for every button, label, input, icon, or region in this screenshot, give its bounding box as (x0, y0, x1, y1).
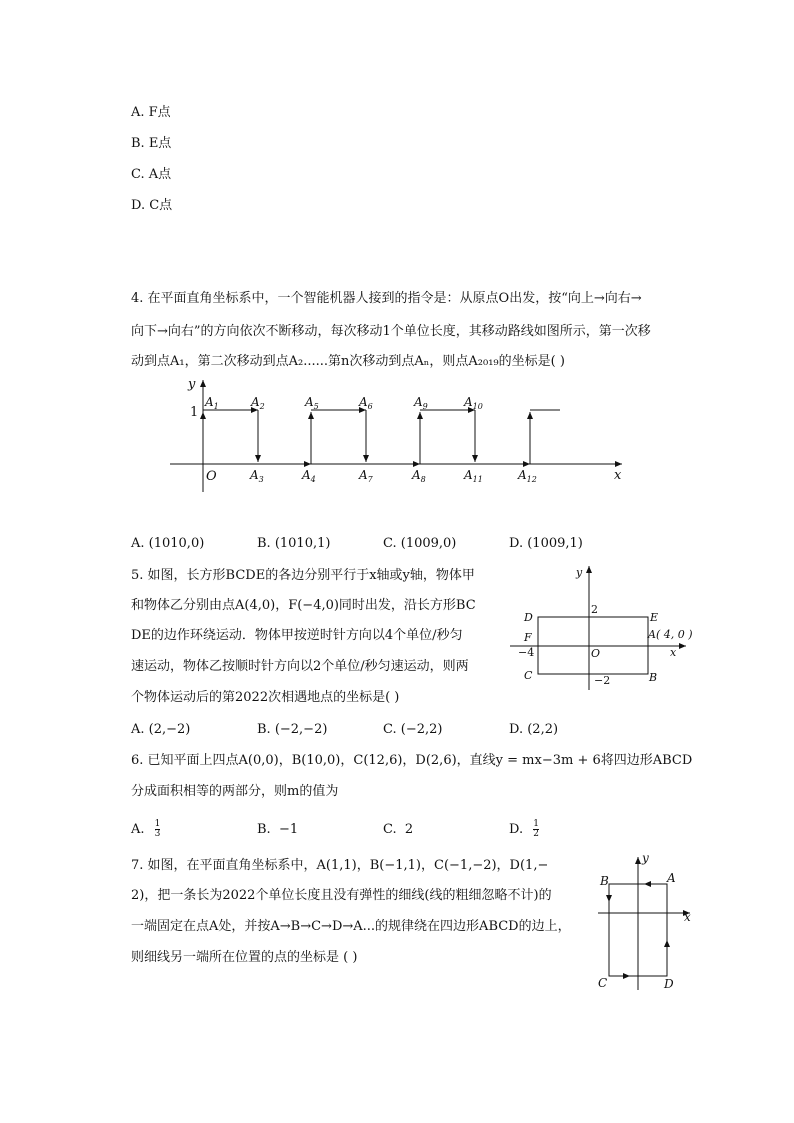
q7-line-4: 则细线另一端所在位置的点的坐标是 ( ) (131, 950, 358, 965)
svg-text:A6: $A_6$ (359, 395, 373, 411)
q4-origin-label: O (206, 469, 217, 484)
q4-option-d: D. (1009,1) (509, 536, 583, 551)
svg-text:A3: $A_3$ (250, 468, 264, 484)
q5-option-b: B. (−2,−2) (257, 722, 328, 737)
q3-option-a: A. F点 (131, 105, 171, 120)
svg-text:x: x (670, 646, 677, 659)
q5-option-c: C. (−2,2) (383, 722, 443, 737)
svg-text:−2: −2 (594, 674, 611, 687)
svg-text:A11: $A_{11}$ (464, 468, 483, 484)
q3-option-d: D. C点 (131, 198, 173, 213)
q5-figure (510, 566, 693, 690)
q7-line-1: 7. 如图，在平面直角坐标系中，A(1,1)，B(−1,1)，C(−1,−2)，D(1,− (131, 858, 549, 873)
q6-option-c: C. 2 (383, 822, 414, 837)
q4-option-a: A. (1010,0) (131, 536, 205, 551)
q7-line-3: 一端固定在点A处，并按A→B→C→D→A...的规律绕在四边形ABCD的边上， (131, 919, 571, 934)
svg-text:O: O (591, 647, 601, 660)
q7-line-2: 2)，把一条长为2022个单位长度且没有弹性的细线(线的粗细忽略不计)的 (131, 888, 552, 903)
svg-text:A9: $A_9$ (414, 395, 428, 411)
svg-text:A1: $A_1$ (205, 395, 219, 411)
svg-text:A12: $A_{12}$ (518, 468, 537, 484)
q4-y-label: y (188, 377, 196, 392)
q4-line-2: 向下→向右”的方向依次不断移动，每次移动1个单位长度，其移动路线如图所示，第一次移 (131, 324, 651, 339)
svg-text:F: F (524, 631, 532, 644)
q4-x-label: x (614, 468, 622, 483)
q5-line-2: 和物体乙分别由点A(4,0)，F(−4,0)同时出发，沿长方形BC (131, 598, 476, 613)
svg-text:A: A (667, 871, 676, 885)
q4-line-1: 4. 在平面直角坐标系中，一个智能机器人接到的指令是：从原点O出发，按“向上→向右→ (131, 291, 642, 306)
svg-text:C: C (524, 669, 533, 682)
q6-option-d: D. $\frac{1}{2}$ (509, 819, 539, 839)
svg-text:A5: $A_5$ (305, 395, 319, 411)
svg-text:x: x (684, 910, 691, 924)
svg-text:A4: $A_4$ (302, 468, 316, 484)
svg-text:E: E (650, 611, 659, 624)
q4-option-b: B. (1010,1) (257, 536, 331, 551)
svg-text:A8: $A_8$ (412, 468, 426, 484)
svg-text:A10: $A_{10}$ (464, 395, 483, 411)
q5-option-d: D. (2,2) (509, 722, 559, 737)
q3-option-c: C. A点 (131, 167, 172, 182)
q4-line-3: 动到点A₁，第二次移动到点A₂......第n次移动到点Aₙ，则点A₂₀₁₉的坐标是( ) (131, 354, 565, 369)
q5-line-3: DE的边作环绕运动．物体甲按逆时针方向以4个单位/秒匀 (131, 628, 463, 643)
svg-text:A( 4, 0 ): A( 4, 0 ) (648, 628, 693, 641)
q5-line-4: 速运动，物体乙按顺时针方向以2个单位/秒匀速运动，则两 (131, 659, 469, 674)
q6-option-a: A. $\frac{1}{3}$ (131, 819, 161, 839)
q7-figure (598, 851, 691, 991)
q4-one-label: 1 (190, 405, 199, 420)
svg-text:2: 2 (591, 603, 598, 616)
svg-text:y: y (642, 851, 649, 865)
q6-line-2: 分成面积相等的两部分，则m的值为 (131, 784, 339, 799)
svg-text:−4: −4 (518, 646, 535, 659)
svg-text:C: C (598, 976, 608, 990)
svg-text:A7: $A_7$ (359, 468, 373, 484)
svg-text:D: D (524, 611, 533, 624)
svg-text:B: B (600, 874, 609, 888)
q5-line-5: 个物体运动后的第2022次相遇地点的坐标是( ) (131, 690, 400, 705)
svg-text:A2: $A_2$ (251, 395, 265, 411)
q6-option-b: B. −1 (257, 822, 299, 837)
q6-line-1: 6. 已知平面上四点A(0,0)，B(10,0)，C(12,6)，D(2,6)，直线y = mx−3m + 6将四边形ABCD (131, 753, 693, 768)
svg-text:D: D (664, 977, 674, 991)
q4-option-c: C. (1009,0) (383, 536, 457, 551)
q5-line-1: 5. 如图，长方形BCDE的各边分别平行于x轴或y轴，物体甲 (131, 568, 475, 583)
svg-text:y: y (576, 566, 583, 579)
q3-option-b: B. E点 (131, 136, 172, 151)
q5-option-a: A. (2,−2) (131, 722, 191, 737)
svg-text:B: B (649, 671, 658, 684)
